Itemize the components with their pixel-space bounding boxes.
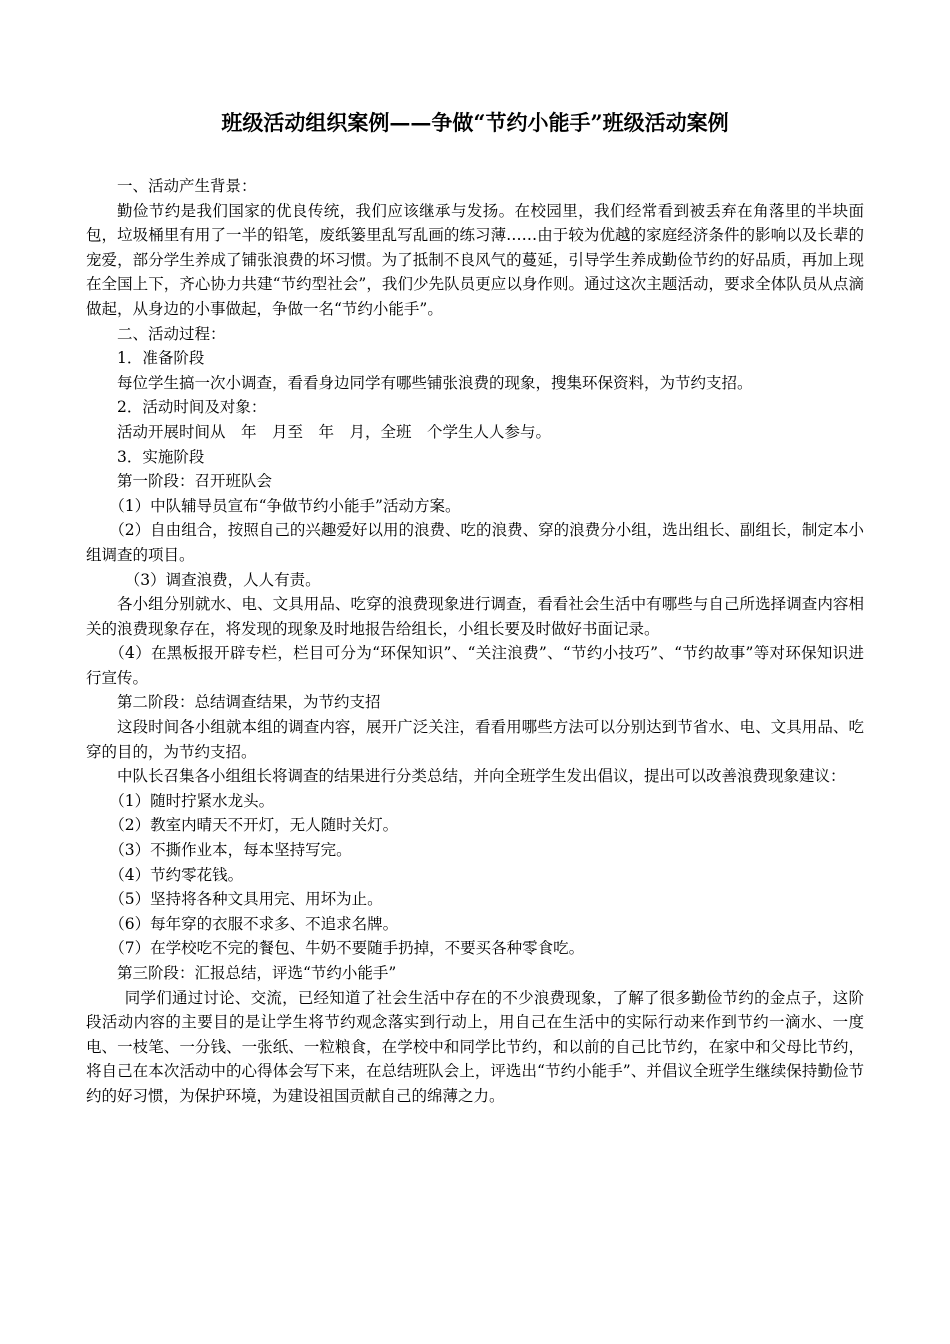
subheading-time-and-participants: 2．活动时间及对象：	[117, 398, 267, 417]
stage-two-heading: 第二阶段：总结调查结果，为节约支招	[117, 693, 381, 712]
section-heading-process: 二、活动过程：	[117, 324, 226, 343]
stage-two-paragraph: 中队长召集各小组组长将调查的结果进行分类总结，并向全班学生发出倡议，提出可以改善浪费现象建议：	[117, 767, 846, 786]
stage-three-heading: 第三阶段：汇报总结，评选“节约小能手”	[117, 964, 397, 982]
suggestion-item: （3）不撕作业本，每本坚持写完。	[109, 841, 352, 860]
section-heading-background: 一、活动产生背景：	[117, 177, 257, 195]
subheading-implementation: 3．实施阶段	[117, 447, 205, 466]
suggestion-item: （5）坚持将各种文具用完、用坏为止。	[109, 890, 383, 909]
paragraph-time-and-participants: 活动开展时间从 年 月至 年 月，全班 个学生人人参与。	[117, 422, 552, 441]
paragraph-preparation: 每位学生搞一次小调查，看看身边同学有哪些铺张浪费的现象，搜集环保资料，为节约支招。	[117, 373, 753, 392]
stage-one-item: （2）自由组合，按照自己的兴趣爱好以用的浪费、吃的浪费、穿的浪费分小组，选出组长、副组长，制定本小组调查的项目。	[86, 521, 864, 564]
suggestion-item: （2）教室内晴天不开灯，无人随时关灯。	[109, 816, 399, 835]
stage-one-heading: 第一阶段：召开班队会	[117, 472, 273, 491]
suggestion-item: （7）在学校吃不完的餐包、牛奶不要随手扔掉，不要买各种零食吃。	[109, 939, 585, 958]
document-body	[86, 174, 864, 1109]
stage-one-item: （4）在黑板报开辟专栏，栏目可分为“环保知识”、“关注浪费”、“节约小技巧”、“节约故事”等对环保知识进行宣传。	[86, 644, 864, 687]
suggestion-item: （1）随时拧紧水龙头。	[109, 791, 275, 810]
stage-two-paragraph: 这段时间各小组就本组的调查内容，展开广泛关注，看看用哪些方法可以分别达到节省水、电、文具用品、吃穿的目的，为节约支招。	[86, 718, 864, 761]
paragraph-background: 勤俭节约是我们国家的优良传统，我们应该继承与发扬。在校园里，我们经常看到被丢弃在角落里的半块面包，垃圾桶里有用了一半的铅笔，废纸篓里乱写乱画的练习薄……由于较为优越的家庭经济条件的影响以及长辈的宠爱，部分学生养成了铺张浪费的坏习惯。为了抵制不良风气的蔓延，引导学生养成勤俭节约的好品质，再加上现在全国上下，齐心协力共建“节约型社会”，我们少先队员更应以身作则。通过这次主题活动，要求全体队员从点滴做起，从身边的小事做起，争做一名“节约小能手”。	[86, 201, 864, 318]
stage-one-item: （1）中队辅导员宣布“争做节约小能手”活动方案。	[109, 496, 461, 515]
stage-one-item: （3）调查浪费，人人有责。	[124, 570, 321, 589]
document-title: 班级活动组织案例——争做“节约小能手”班级活动案例	[221, 110, 729, 135]
suggestion-item: （4）节约零花钱。	[109, 865, 244, 884]
subheading-preparation: 1．准备阶段	[117, 349, 205, 368]
suggestion-item: （6）每年穿的衣服不求多、不追求名牌。	[109, 914, 399, 933]
stage-three-paragraph: 同学们通过讨论、交流，已经知道了社会生活中存在的不少浪费现象，了解了很多勤俭节约的金点子，这阶段活动内容的主要目的是让学生将节约观念落实到行动上，用自己在生活中的实际行动来作到节约一滴水、一度电、一枝笔、一分钱、一张纸、一粒粮食，在学校中和同学比节约，和以前的自己比节约，在家中和父母比节约，将自己在本次活动中的心得体会写下来，在总结班队会上，评选出“节约小能手”、并倡议全班学生继续保持勤俭节约的好习惯，为保护环境，为建设祖国贡献自己的绵薄之力。	[86, 988, 864, 1105]
stage-one-paragraph: 各小组分别就水、电、文具用品、吃穿的浪费现象进行调查，看看社会生活中有哪些与自己所选择调查内容相关的浪费现象存在，将发现的现象及时地报告给组长，小组长要及时做好书面记录。	[86, 595, 864, 638]
